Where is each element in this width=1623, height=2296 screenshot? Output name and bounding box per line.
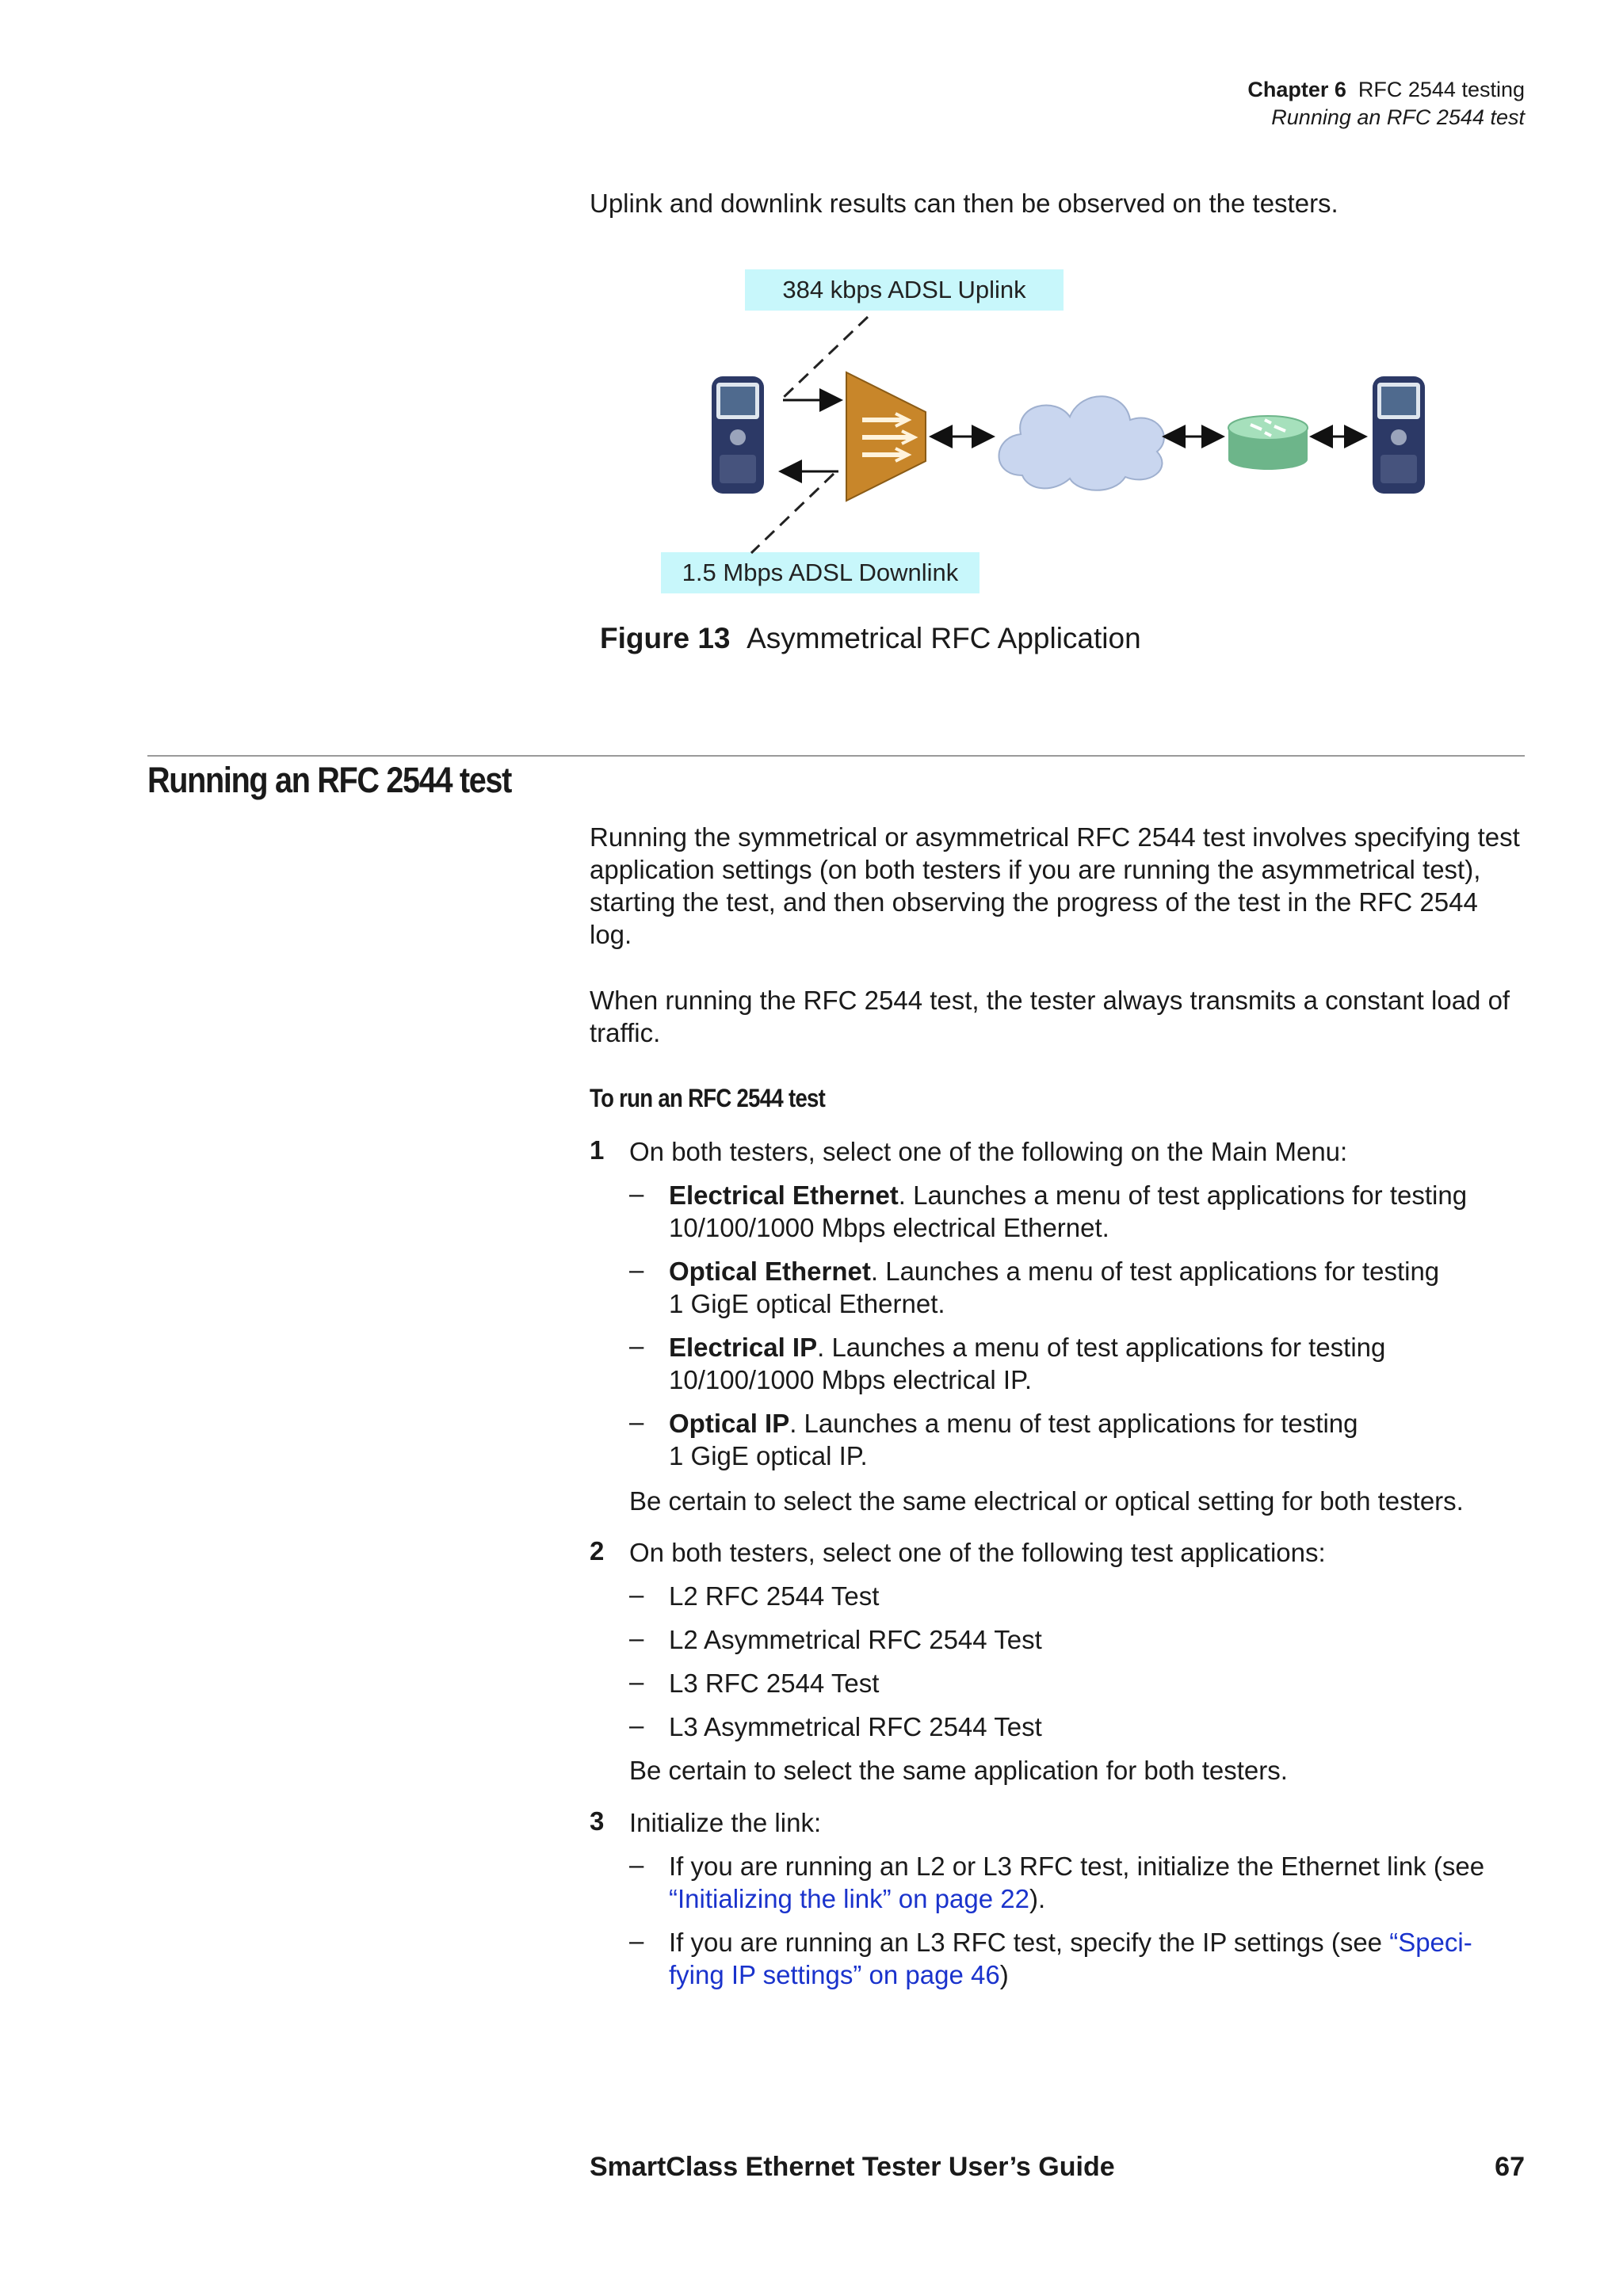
section-title: Running an RFC 2544 test [147,760,511,800]
dash-bullet: – [629,1623,644,1653]
dash-bullet: – [629,1407,644,1436]
cross-reference-link[interactable]: “Initializing the link” on page 22 [669,1884,1029,1913]
list-item [669,1850,1525,1915]
item-term: Electrical IP [669,1333,818,1362]
item-desc-cont: 1 GigE optical Ethernet. [669,1289,945,1318]
cross-reference-link-cont[interactable]: fying IP settings” on page 46 [669,1960,1000,1989]
chapter-label: Chapter 6 [1247,78,1346,101]
procedure-title: To run an RFC 2544 test [590,1084,826,1112]
item-text-end: ). [1029,1884,1046,1913]
list-item [669,1255,1525,1320]
list-item: L3 Asymmetrical RFC 2544 Test [669,1712,1042,1741]
list-item: L3 RFC 2544 Test [669,1669,880,1698]
step-text: On both testers, select one of the following on the Main Menu: [629,1137,1348,1166]
intro-paragraph: Uplink and downlink results can then be observed on the testers. [590,189,1338,218]
step-number: 1 [590,1135,605,1165]
caption-number: Figure 13 [600,622,731,654]
item-desc-cont: 10/100/1000 Mbps electrical IP. [669,1365,1033,1394]
item-desc: . Launches a menu of test applications for testing [789,1409,1358,1438]
footer-title: SmartClass Ethernet Tester User’s Guide [590,2152,1115,2182]
item-desc: . Launches a menu of test applications for testing [817,1333,1386,1362]
item-text-end: ) [999,1960,1009,1989]
chapter-title: RFC 2544 testing [1358,78,1525,101]
item-desc: . Launches a menu of test applications for testing [898,1180,1468,1210]
caption-text: Asymmetrical RFC Application [747,622,1141,654]
item-desc-cont: 1 GigE optical IP. [669,1441,868,1470]
cross-reference-link[interactable]: “Speci- [1389,1928,1472,1957]
list-item: L2 Asymmetrical RFC 2544 Test [669,1625,1042,1654]
list-item [669,1179,1525,1244]
list-item [669,1331,1525,1396]
paragraph-1: Running the symmetrical or asymmetrical RFC 2544 test involves specifying test application settings (on both testers if you are running the asymmetrical test), starting the test, and then observing the progress of the test in the RFC 2544 log. [590,822,1520,949]
dash-bullet: – [629,1255,644,1284]
step-note: Be certain to select the same electrical or optical setting for both testers. [629,1486,1464,1516]
item-term: Electrical Ethernet [669,1180,899,1210]
list-item: L2 RFC 2544 Test [669,1581,880,1611]
item-text: If you are running an L3 RFC test, specify the IP settings (see [669,1928,1383,1957]
dash-bullet: – [629,1580,644,1609]
dash-bullet: – [629,1331,644,1360]
steps-list [590,0,1525,2296]
item-text: If you are running an L2 or L3 RFC test, initialize the Ethernet link (see [669,1852,1485,1881]
dash-bullet: – [629,1850,644,1879]
dash-bullet: – [629,1926,644,1955]
downlink-label: 1.5 Mbps ADSL Downlink [682,559,959,586]
list-item [669,1407,1525,1472]
step-number: 3 [590,1806,605,1836]
step-text: On both testers, select one of the following test applications: [629,1538,1326,1567]
header-section: Running an RFC 2544 test [1271,105,1525,129]
page-number: 67 [1495,2152,1525,2182]
item-desc: . Launches a menu of test applications for testing [870,1257,1440,1286]
dash-bullet: – [629,1711,644,1740]
list-item [669,1926,1525,1991]
item-term: Optical IP [669,1409,790,1438]
step-note: Be certain to select the same application for both testers. [629,1756,1288,1785]
step-text: Initialize the link: [629,1808,822,1837]
item-term: Optical Ethernet [669,1257,871,1286]
item-desc-cont: 10/100/1000 Mbps electrical Ethernet. [669,1213,1109,1242]
step-number: 2 [590,1536,605,1566]
dash-bullet: – [629,1667,644,1696]
uplink-label: 384 kbps ADSL Uplink [782,276,1026,303]
dash-bullet: – [629,1179,644,1208]
paragraph-2: When running the RFC 2544 test, the tester always transmits a constant load of traffic. [590,986,1510,1047]
